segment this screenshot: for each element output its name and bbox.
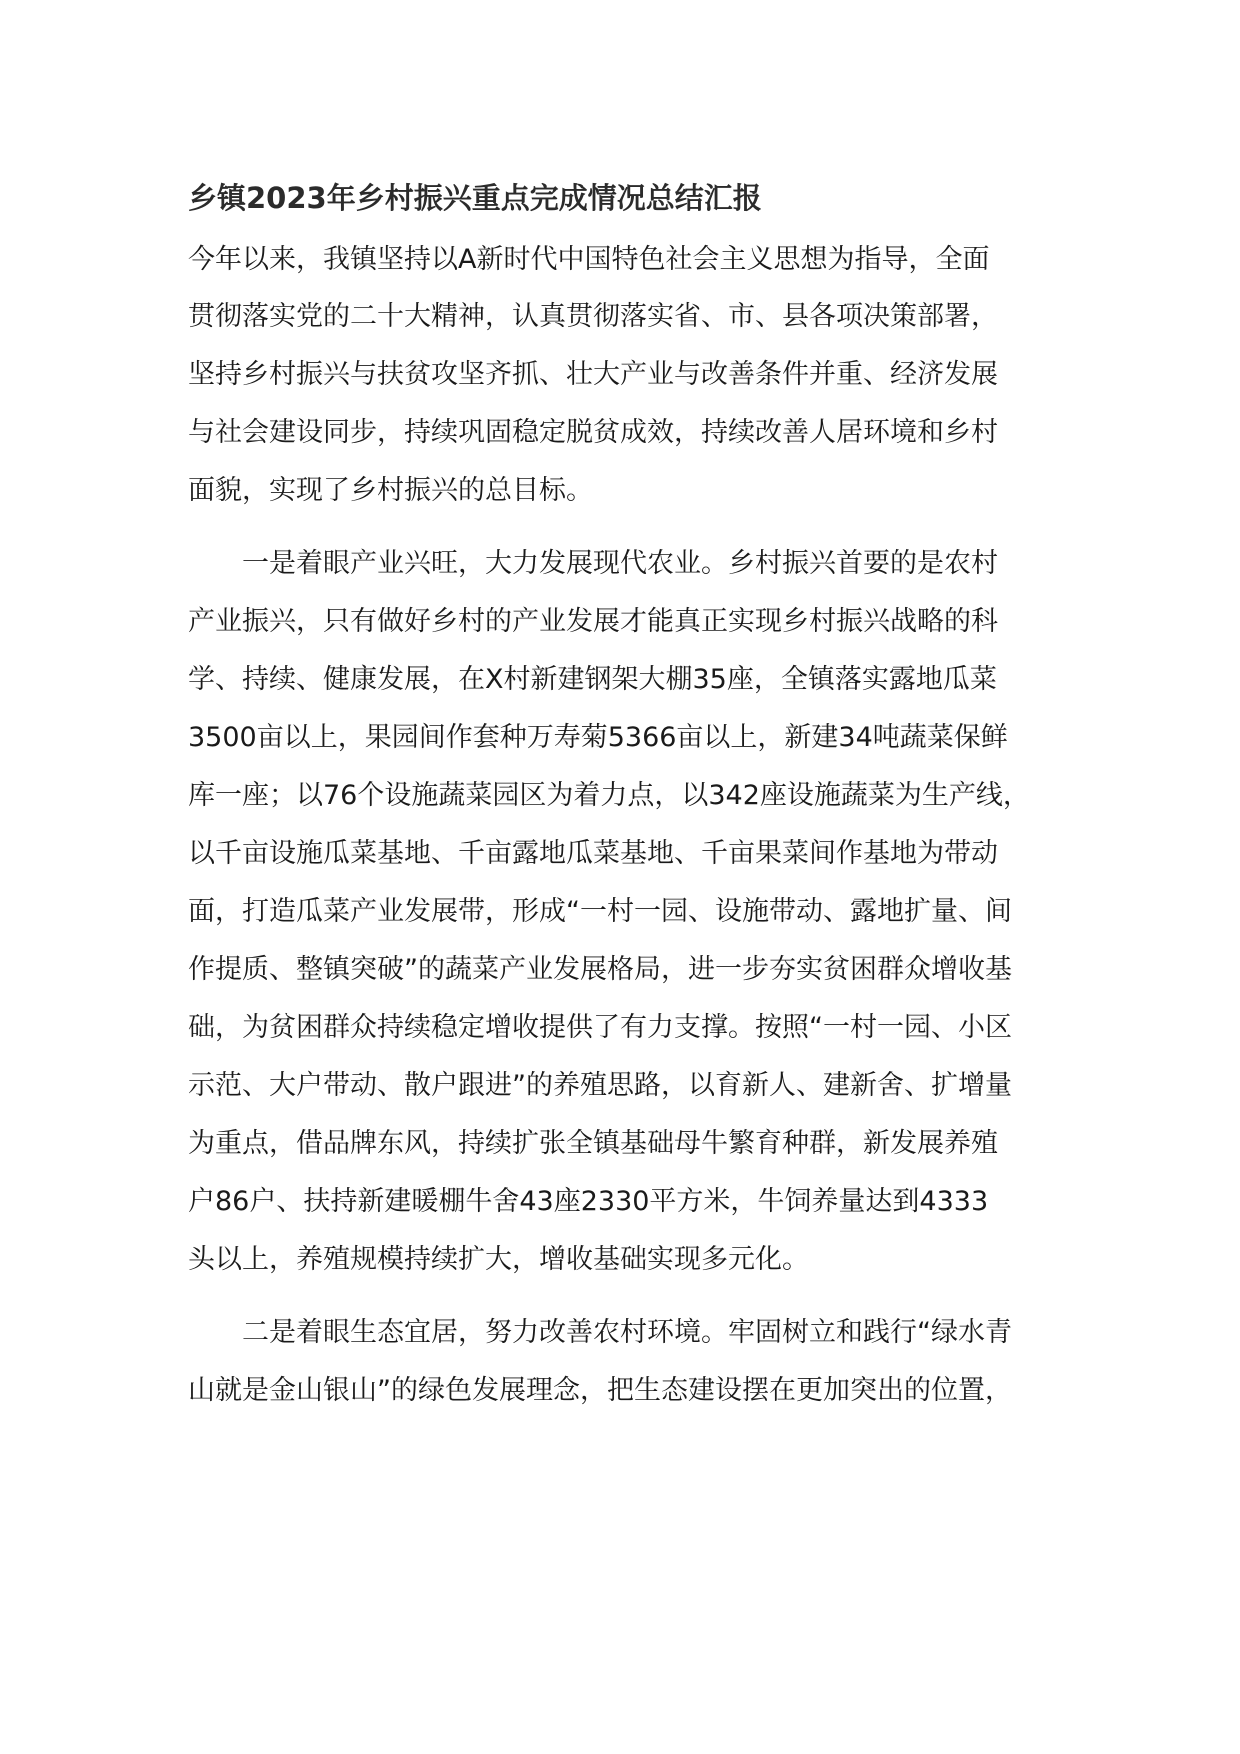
paragraph-2-line: 库一座；以76个设施蔬菜园区为着力点，以342座设施蔬菜为生产线， (188, 780, 1030, 811)
paragraph-2-line: 户86户、扶持新建暖棚牛舍43座2330平方米，牛饲养量达到4333 (188, 1186, 989, 1217)
paragraph-2-line: 面，打造瓜菜产业发展带，形成“一村一园、设施带动、露地扩量、间 (188, 896, 1012, 927)
paragraph-2-line: 学、持续、健康发展，在X村新建钢架大棚35座，全镇落实露地瓜菜 (188, 664, 997, 695)
paragraph-2-line: 产业振兴，只有做好乡村的产业发展才能真正实现乡村振兴战略的科 (188, 606, 998, 637)
paragraph-2-line: 为重点，借品牌东风，持续扩张全镇基础母牛繁育种群，新发展养殖 (188, 1128, 998, 1159)
paragraph-2-line: 示范、大户带动、散户跟进”的养殖思路，以育新人、建新舍、扩增量 (188, 1070, 1012, 1101)
paragraph-2-line: 以千亩设施瓜菜基地、千亩露地瓜菜基地、千亩果菜间作基地为带动 (188, 838, 998, 869)
document-title: 乡镇2023年乡村振兴重点完成情况总结汇报 (188, 181, 762, 215)
paragraph-1-line: 坚持乡村振兴与扶贫攻坚齐抓、壮大产业与改善条件并重、经济发展 (188, 359, 998, 390)
paragraph-2-line: 础，为贫困群众持续稳定增收提供了有力支撑。按照“一村一园、小区 (188, 1012, 1012, 1043)
paragraph-2-line: 一是着眼产业兴旺，大力发展现代农业。乡村振兴首要的是农村 (242, 548, 998, 579)
paragraph-2-line: 头以上，养殖规模持续扩大，增收基础实现多元化。 (188, 1244, 809, 1275)
paragraph-1-line: 面貌，实现了乡村振兴的总目标。 (188, 475, 593, 506)
paragraph-2-line: 3500亩以上，果园间作套种万寿菊5366亩以上，新建34吨蔬菜保鲜 (188, 722, 1008, 753)
paragraph-2-line: 作提质、整镇突破”的蔬菜产业发展格局，进一步夯实贫困群众增收基 (188, 954, 1012, 985)
paragraph-3-line: 二是着眼生态宜居，努力改善农村环境。牢固树立和践行“绿水青 (242, 1317, 1012, 1348)
paragraph-3-line: 山就是金山银山”的绿色发展理念，把生态建设摆在更加突出的位置， (188, 1375, 1012, 1406)
paragraph-1-line: 今年以来，我镇坚持以A新时代中国特色社会主义思想为指导，全面 (188, 244, 990, 275)
paragraph-1-line: 与社会建设同步，持续巩固稳定脱贫成效，持续改善人居环境和乡村 (188, 417, 998, 448)
paragraph-1-line: 贯彻落实党的二十大精神，认真贯彻落实省、市、县各项决策部署， (188, 301, 998, 332)
